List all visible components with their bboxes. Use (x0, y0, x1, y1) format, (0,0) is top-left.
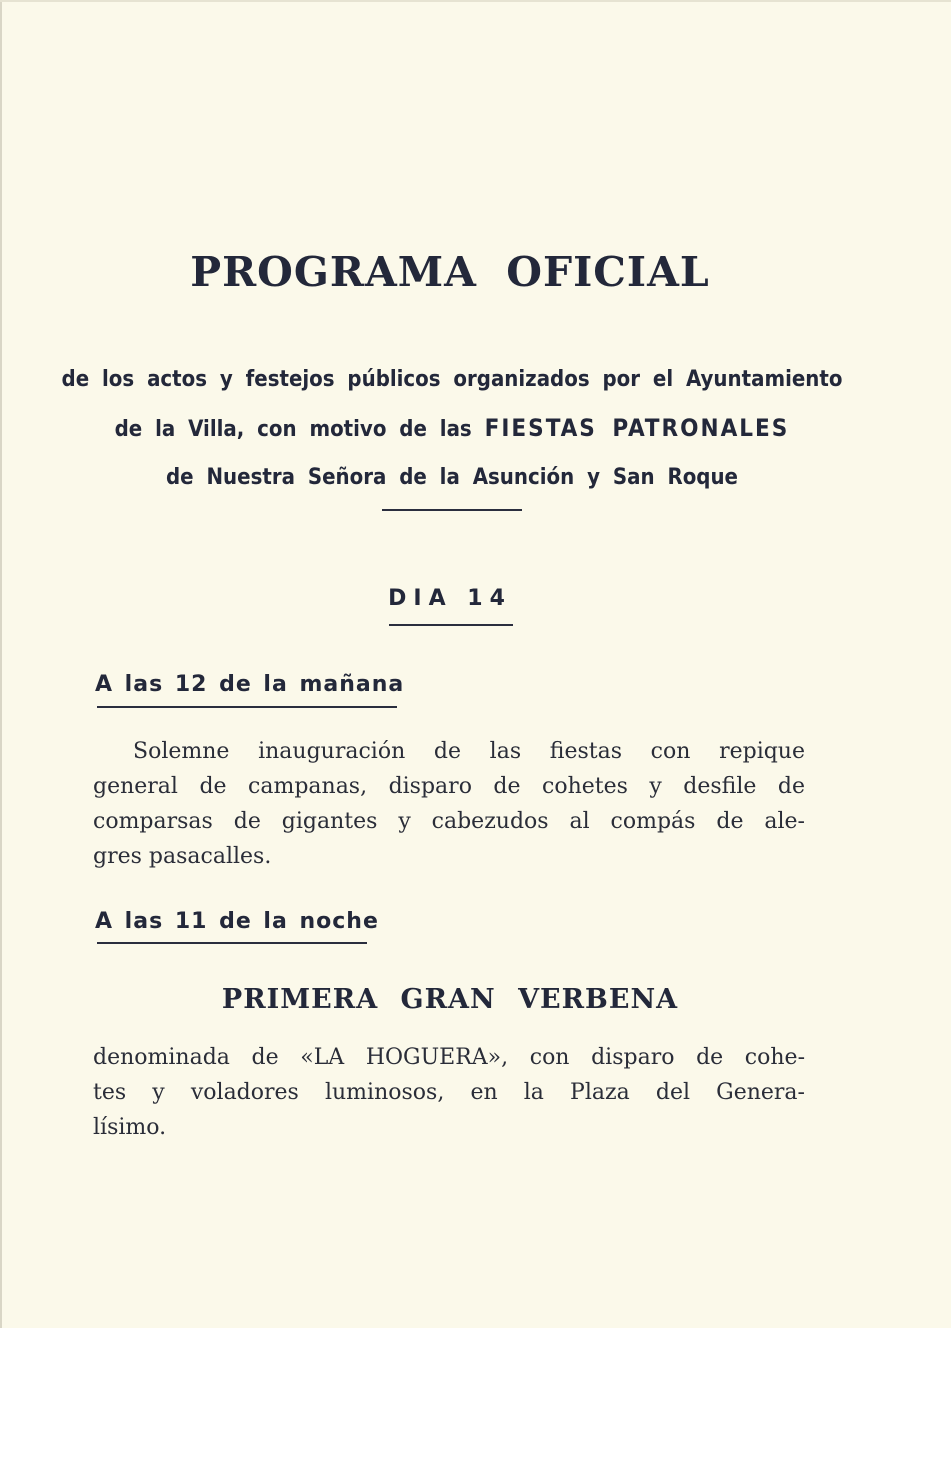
section-2-text (93, 1040, 805, 1145)
section-2-line-3: lísimo. (93, 1115, 167, 1140)
page-title: PROGRAMA OFICIAL (190, 248, 710, 296)
intro-line-2 (60, 404, 844, 454)
section-1-line-1: Solemne inauguración de las fiestas con repique (133, 739, 805, 764)
section-2-time: A las 11 de la noche (95, 909, 379, 934)
section-1-time: A las 12 de la mañana (95, 672, 405, 697)
intro-divider (382, 509, 522, 511)
event-title: PRIMERA GRAN VERBENA (221, 984, 679, 1015)
section-1-time-underline (97, 706, 397, 708)
intro-line-2-text: de la Villa, con motivo de las (114, 417, 472, 442)
section-1-line-4: gres pasacalles. (93, 844, 272, 869)
intro-line-3: de Nuestra Señora de la Asunción y San Roque (166, 465, 738, 490)
section-2-time-underline (97, 942, 367, 944)
section-1-text (93, 734, 805, 874)
section-1-line-2: general de campanas, disparo de cohetes y desfile de (93, 774, 805, 799)
fiestas-patronales-text: FIESTAS PATRONALES (484, 414, 790, 442)
intro-line-1: de los actos y festejos públicos organizados por el Ayuntamiento (61, 367, 843, 392)
page-top-edge (0, 0, 951, 2)
section-1-line-3: comparsas de gigantes y cabezudos al compás de ale- (93, 809, 805, 834)
section-2-line-1: denominada de «LA HOGUERA», con disparo de cohe- (93, 1045, 805, 1070)
intro-paragraph (60, 356, 844, 502)
day-heading: DIA 14 (388, 586, 512, 611)
day-heading-underline (389, 624, 513, 626)
page-edge (0, 0, 2, 1328)
section-2-line-2: tes y voladores luminosos, en la Plaza del Genera- (93, 1080, 805, 1105)
